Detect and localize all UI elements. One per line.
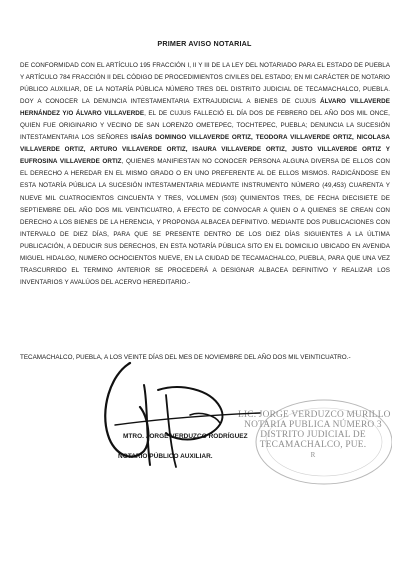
place-date-closing: TECAMACHALCO, PUEBLA, A LOS VEINTE DÍAS DEL MES DE NOVIEMBRE DEL AÑO DOS MIL VEINTICUATRO.- bbox=[20, 354, 351, 361]
notice-title: PRIMER AVISO NOTARIAL bbox=[157, 39, 252, 48]
heirs-names: ISAÍAS DOMINGO VILLAVERDE ORTIZ, TEODORA VILLAVERDE ORTIZ, NICOLASA VILLAVERDE ORTIZ, ARTURO VILLAVERDE ORTIZ, ISAURA VILLAVERDE ORTIZ, JUSTO VILLAVERDE ORTIZ Y EUFROSINA VILLAVERDE ORTIZ bbox=[20, 134, 390, 166]
handwritten-signature bbox=[70, 355, 270, 480]
seal-notary-number: NOTARIA PUBLICA NÚMERO 3 bbox=[244, 420, 382, 430]
body-text-part-1: DE CONFORMIDAD CON EL ARTÍCULO 195 FRACCIÓN I, II Y III DE LA LEY DEL NOTARIADO PARA EL ESTADO DE PUEBLA Y ARTÍCULO 784 FRACCIÓN II DEL CÓDIGO DE PROCEDIMIENTOS CIVILES DEL ESTADO; EN MI CARÁCTER DE NOTARIO PÚBLICO AUXILIAR, DE LA NOTARÍA PÚBLICA NÚMERO TRES DEL DISTRITO JUDICIAL DE TECAMACHALCO, PUEBLA. DOY A CONOCER LA DENUNCIA INTESTAMENTARIA EXTRAJUDICIAL A BIENES DE CUJUS bbox=[20, 62, 390, 106]
notice-body bbox=[20, 60, 390, 289]
seal-notary-name: LIC. JORGE VERDUZCO MURILLO bbox=[238, 410, 391, 420]
body-text-part-2: , EL DE CUJUS FALLECIÓ EL DÍA DOS DE FEBRERO DEL AÑO DOS MIL ONCE, QUIEN FUE ORIGINARIO Y VECINO DE SAN LORENZO OMETEPEC, TOCHTEPEC, PUEBLA; DENUNCIA LA SUCESIÓN INTESTAMENTARIA LOS SEÑORES bbox=[20, 110, 390, 142]
signer-role: NOTARIO PÚBLICO AUXILIAR. bbox=[118, 453, 213, 460]
deceased-name: ÁLVARO VILLAVERDE HERNÁNDEZ Y/O ÁLVARO VILLAVERDE bbox=[20, 98, 390, 118]
seal-city: TECAMACHALCO, PUE. bbox=[259, 440, 367, 450]
seal-mark: R bbox=[310, 451, 316, 459]
body-text-part-3: , QUIENES MANIFIESTAN NO CONOCER PERSONA ALGUNA DIVERSA DE ELLOS CON EL DERECHO A HEREDAR EN EL MISMO GRADO O EN UNO PREFERENTE AL DE ELLOS MISMOS. RADICÁNDOSE EN ESTA NOTARÍA PÚBLICA LA SUCESIÓN INTESTAMENTARIA MEDIANTE INSTRUMENTO NÚMERO (49,453) CUARENTA Y NUEVE MIL CUATROCIENTOS CINCUENTA Y TRES, VOLUMEN (503) QUINIENTOS TRES, DE FECHA DIECISIETE DE SEPTIEMBRE DEL AÑO DOS MIL VEINTICUATRO, A EFECTO DE CONVOCAR A QUIEN O A QUIENES SE CREAN CON DERECHO A LOS BIENES DE LA HERENCIA, Y PROPONGA ALBACEA DEFINITIVO. MEDIANTE DOS PUBLICACIONES CON INTERVALO DE DIEZ DÍAS, PARA QUE SE PRESENTE DENTRO DE LOS DIEZ DÍAS SIGUIENTES A LA ÚLTIMA PUBLICACIÓN, A DEDUCIR SUS DERECHOS, EN ESTA NOTARÍA PÚBLICA SITO EN EL DOMICILIO UBICADO EN AVENIDA MIGUEL HIDALGO, NUMERO OCHOCIENTOS NUEVE, EN LA CIUDAD DE TECAMACHALCO, PUEBLA, PARA QUE UNA VEZ TRASCURRIDO EL TERMINO ANTERIOR SE PROCEDERÁ A DESIGNAR ALBACEA DEFINITIVO Y REALIZAR LOS INVENTARIOS Y AVALÚOS DEL ACERVO HEREDITARIO.- bbox=[20, 158, 391, 286]
seal-district: DISTRITO JUDICIAL DE bbox=[260, 430, 366, 440]
signer-name: MTRO. JORGE VERDUZCO RODRÍGUEZ bbox=[123, 433, 248, 440]
